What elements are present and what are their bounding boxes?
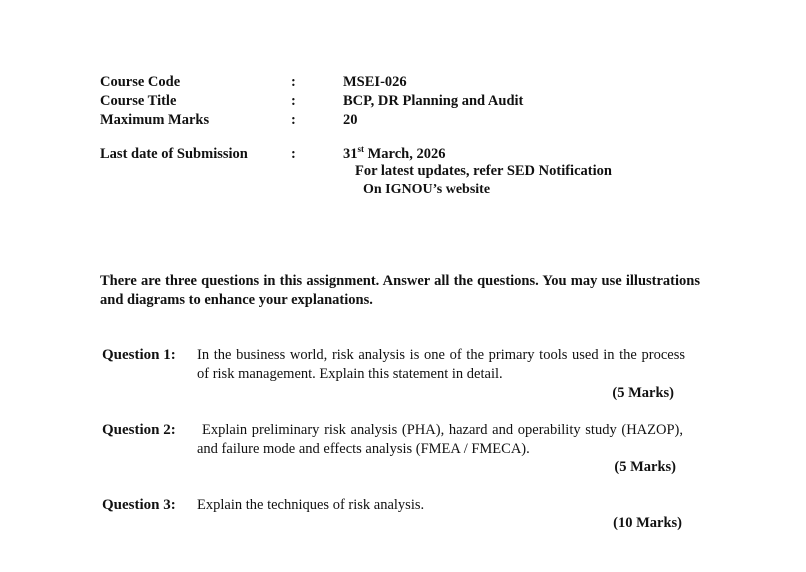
maximum-marks-colon: : (291, 112, 296, 128)
question-1-label: Question 1: (102, 347, 176, 363)
course-title-value: BCP, DR Planning and Audit (343, 93, 524, 109)
course-title-colon: : (291, 93, 296, 109)
submission-date-label: Last date of Submission (100, 146, 248, 162)
question-2-text: Explain preliminary risk analysis (PHA), hazard and operability study (HAZOP), and failure mode and effects analysis (FMEA / FMECA). (197, 422, 683, 457)
course-code-label: Course Code (100, 74, 181, 90)
question-3-label: Question 3: (102, 497, 176, 513)
course-code-value: MSEI-026 (343, 74, 407, 90)
maximum-marks-value: 20 (343, 112, 358, 128)
course-code-colon: : (291, 74, 296, 90)
submission-day: 31 (343, 146, 358, 162)
submission-date-colon: : (291, 146, 296, 162)
submission-note-line2: On IGNOU’s website (363, 182, 491, 197)
question-2-marks: (5 Marks) (614, 459, 676, 475)
submission-day-suffix: st (357, 144, 364, 155)
question-1-marks: (5 Marks) (612, 385, 674, 401)
question-3-marks: (10 Marks) (613, 515, 682, 531)
submission-date-rest: March, 2026 (364, 146, 446, 162)
question-1-text: In the business world, risk analysis is one of the primary tools used in the process of risk management. Explain this statement in detail. (197, 347, 685, 382)
course-title-label: Course Title (100, 93, 177, 109)
submission-note-line1: For latest updates, refer SED Notification (355, 163, 612, 179)
assignment-instructions: There are three questions in this assignment. Answer all the questions. You may use illustrations and diagrams to enhance your explanations. (100, 273, 700, 308)
maximum-marks-label: Maximum Marks (100, 112, 210, 128)
question-2-label: Question 2: (102, 422, 176, 438)
question-3-text: Explain the techniques of risk analysis. (197, 497, 425, 513)
